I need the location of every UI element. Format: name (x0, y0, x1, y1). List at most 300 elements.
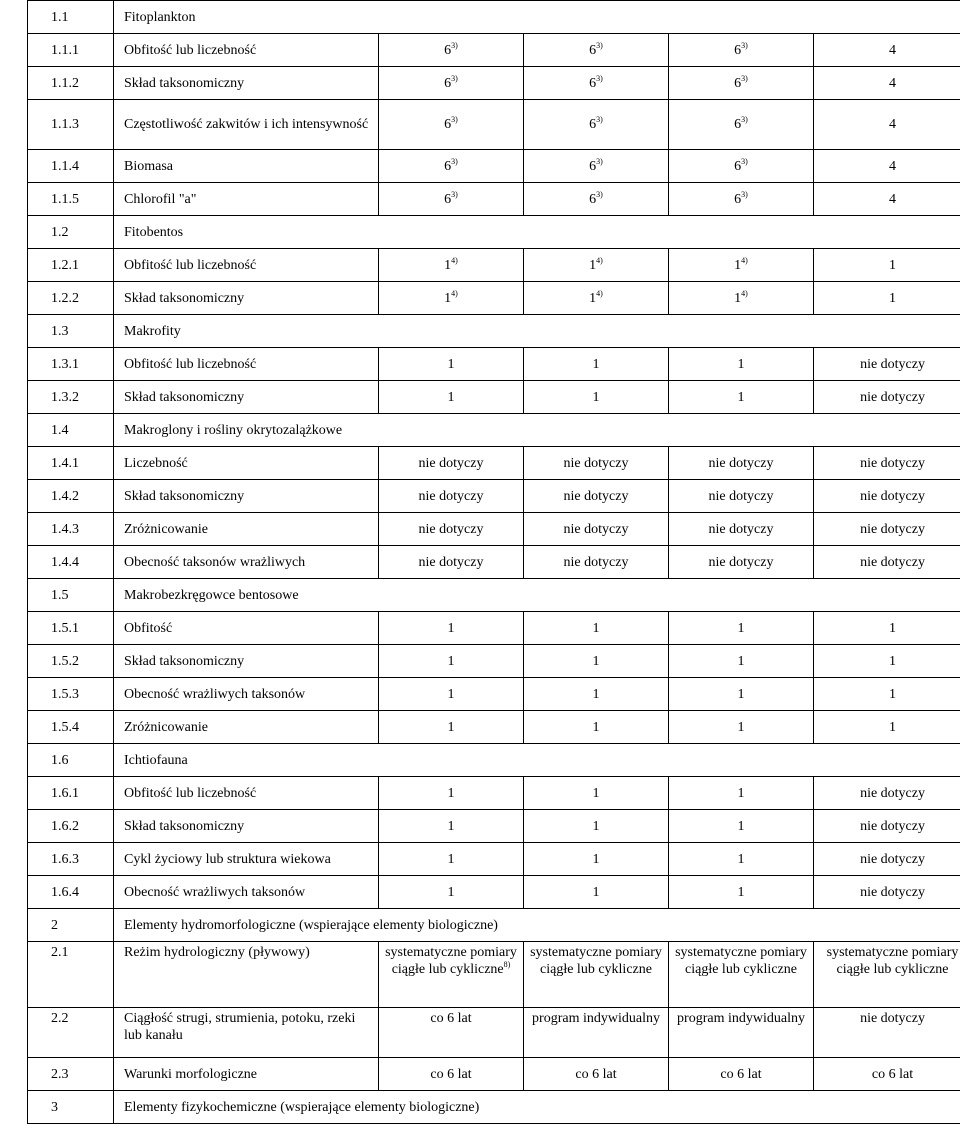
cell-value: 1 (592, 785, 600, 801)
value-cell (814, 447, 960, 480)
row-number: 1.1.3 (28, 100, 114, 150)
value-cell (524, 810, 669, 843)
cell-value: 4 (889, 191, 897, 207)
cell-value: systematyczne pomiary ciągłe lub cykliczne (530, 945, 662, 977)
row-number: 1.6 (28, 744, 114, 777)
footnote-marker: 4) (596, 255, 603, 265)
table-row (28, 1, 960, 34)
cell-value: 6 (589, 117, 597, 132)
row-label: Skład taksonomiczny (114, 480, 379, 513)
value-cell (379, 645, 524, 678)
cell-value: 1 (889, 686, 897, 702)
value-cell (379, 100, 524, 150)
value-cell (379, 711, 524, 744)
row-label: Elementy fizykochemiczne (wspierające elementy biologiczne) (114, 1091, 960, 1124)
cell-value: 1 (737, 818, 745, 834)
cell-value: 1 (589, 290, 597, 306)
cell-value: systematyczne pomiary ciągłe lub cykliczne (675, 945, 807, 977)
cell-value: 1 (889, 257, 897, 273)
value-cell (814, 480, 960, 513)
cell-value: nie dotyczy (418, 455, 484, 471)
cell-value: 1 (589, 257, 597, 273)
value-cell (669, 381, 814, 414)
table-row (28, 67, 960, 100)
cell-value: 1 (444, 257, 452, 273)
cell-value: co 6 lat (871, 1066, 914, 1082)
value-cell (524, 711, 669, 744)
table-row (28, 909, 960, 942)
value-cell (669, 282, 814, 315)
footnote-marker: 4) (451, 288, 458, 298)
cell-value: nie dotyczy (563, 554, 629, 570)
value-cell (524, 282, 669, 315)
cell-value: 1 (737, 620, 745, 636)
value-cell (669, 876, 814, 909)
cell-value: 1 (447, 653, 455, 669)
row-label: Skład taksonomiczny (114, 67, 379, 100)
row-number: 1.5.2 (28, 645, 114, 678)
cell-value: nie dotyczy (860, 356, 925, 372)
value-cell (814, 67, 960, 100)
row-label: Ciągłość strugi, strumienia, potoku, rzeki lub kanału (114, 1008, 379, 1058)
value-cell (524, 876, 669, 909)
table-row (28, 678, 960, 711)
cell-value: 6 (734, 75, 742, 91)
value-cell (814, 1058, 960, 1091)
row-label: Cykl życiowy lub struktura wiekowa (114, 843, 379, 876)
cell-value: nie dotyczy (860, 851, 925, 867)
cell-value: nie dotyczy (860, 818, 925, 834)
value-cell (814, 282, 960, 315)
footnote-marker: 3) (451, 73, 458, 83)
table-row (28, 579, 960, 612)
value-cell (669, 678, 814, 711)
value-cell (814, 1008, 960, 1058)
footnote-marker: 3) (741, 40, 748, 50)
value-cell (524, 100, 669, 150)
table-row (28, 1058, 960, 1091)
cell-value: nie dotyczy (860, 455, 925, 471)
value-cell (814, 678, 960, 711)
value-cell (379, 1008, 524, 1058)
footnote-marker: 3) (596, 73, 603, 83)
footnote-marker: 3) (596, 115, 603, 124)
footnote-marker: 3) (451, 156, 458, 166)
value-cell (814, 249, 960, 282)
row-label: Obecność taksonów wrażliwych (114, 546, 379, 579)
value-cell (669, 480, 814, 513)
cell-value: 6 (734, 158, 742, 174)
value-cell (814, 645, 960, 678)
cell-value: systematyczne pomiary ciągłe lub cykliczne (385, 945, 517, 977)
table-row (28, 183, 960, 216)
footnote-marker: 4) (741, 288, 748, 298)
row-label: Skład taksonomiczny (114, 381, 379, 414)
value-cell (379, 480, 524, 513)
row-label: Liczebność (114, 447, 379, 480)
value-cell (379, 150, 524, 183)
value-cell (669, 942, 814, 1008)
value-cell (524, 348, 669, 381)
row-number: 1.6.1 (28, 777, 114, 810)
row-number: 1.2.2 (28, 282, 114, 315)
row-label: Warunki morfologiczne (114, 1058, 379, 1091)
value-cell (524, 480, 669, 513)
value-cell (814, 183, 960, 216)
cell-value: 1 (447, 884, 455, 900)
row-label: Ichtiofauna (114, 744, 960, 777)
row-number: 1.2.1 (28, 249, 114, 282)
value-cell (814, 546, 960, 579)
cell-value: 4 (889, 117, 897, 132)
row-number: 2 (28, 909, 114, 942)
cell-value: 1 (737, 389, 745, 405)
row-number: 2.2 (28, 1008, 114, 1058)
cell-value: 1 (592, 620, 600, 636)
row-number: 3 (28, 1091, 114, 1124)
value-cell (814, 711, 960, 744)
value-cell (814, 843, 960, 876)
value-cell (669, 513, 814, 546)
cell-value: co 6 lat (430, 1011, 472, 1026)
cell-value: 1 (447, 851, 455, 867)
row-label: Częstotliwość zakwitów i ich intensywność (114, 100, 379, 150)
value-cell (669, 183, 814, 216)
cell-value: 1 (734, 257, 742, 273)
cell-value: 1 (447, 620, 455, 636)
cell-value: nie dotyczy (860, 389, 925, 405)
value-cell (814, 810, 960, 843)
value-cell (379, 67, 524, 100)
table-row (28, 480, 960, 513)
table-row (28, 777, 960, 810)
value-cell (379, 546, 524, 579)
table-row (28, 1091, 960, 1124)
table-row (28, 744, 960, 777)
cell-value: 1 (889, 719, 897, 735)
row-label: Skład taksonomiczny (114, 810, 379, 843)
value-cell (669, 1008, 814, 1058)
cell-value: nie dotyczy (418, 488, 484, 504)
value-cell (669, 546, 814, 579)
cell-value: nie dotyczy (708, 521, 774, 537)
row-label: Obfitość (114, 612, 379, 645)
cell-value: 6 (589, 191, 597, 207)
value-cell (379, 612, 524, 645)
value-cell (379, 249, 524, 282)
table-row (28, 711, 960, 744)
cell-value: nie dotyczy (708, 554, 774, 570)
cell-value: 4 (889, 42, 897, 58)
row-label: Fitoplankton (114, 1, 960, 34)
value-cell (379, 843, 524, 876)
value-cell (379, 381, 524, 414)
cell-value: nie dotyczy (563, 521, 629, 537)
value-cell (379, 183, 524, 216)
value-cell (379, 876, 524, 909)
cell-value: 6 (444, 191, 452, 207)
row-label: Skład taksonomiczny (114, 282, 379, 315)
row-number: 1.4.2 (28, 480, 114, 513)
row-label: Chlorofil "a" (114, 183, 379, 216)
cell-value: program indywidualny (532, 1011, 660, 1026)
cell-value: nie dotyczy (563, 488, 629, 504)
footnote-marker: 3) (451, 40, 458, 50)
value-cell (524, 678, 669, 711)
value-cell (814, 100, 960, 150)
value-cell (524, 1058, 669, 1091)
row-label: Obecność wrażliwych taksonów (114, 678, 379, 711)
value-cell (524, 150, 669, 183)
row-number: 2.1 (28, 942, 114, 1008)
value-cell (669, 34, 814, 67)
value-cell (814, 513, 960, 546)
cell-value: program indywidualny (677, 1011, 805, 1026)
cell-value: 1 (889, 653, 897, 669)
cell-value: nie dotyczy (708, 488, 774, 504)
value-cell (524, 612, 669, 645)
cell-value: 6 (734, 117, 742, 132)
row-number: 1.1.4 (28, 150, 114, 183)
cell-value: nie dotyczy (563, 455, 629, 471)
value-cell (379, 678, 524, 711)
cell-value: nie dotyczy (418, 521, 484, 537)
cell-value: nie dotyczy (860, 554, 925, 570)
cell-value: 4 (889, 75, 897, 91)
monitoring-table (27, 0, 960, 1124)
cell-value: systematyczne pomiary ciągłe lub cykliczne (826, 945, 959, 977)
value-cell (814, 612, 960, 645)
cell-value: 1 (592, 653, 600, 669)
value-cell (814, 348, 960, 381)
cell-value: 1 (737, 653, 745, 669)
value-cell (379, 777, 524, 810)
row-label: Skład taksonomiczny (114, 645, 379, 678)
table-row (28, 513, 960, 546)
cell-value: 6 (444, 158, 452, 174)
value-cell (379, 810, 524, 843)
value-cell (524, 381, 669, 414)
table-row (28, 843, 960, 876)
cell-value: 1 (737, 719, 745, 735)
row-label: Elementy hydromorfologiczne (wspierające elementy biologiczne) (114, 909, 960, 942)
table-row (28, 249, 960, 282)
value-cell (524, 513, 669, 546)
value-cell (814, 876, 960, 909)
cell-value: 1 (447, 356, 455, 372)
row-number: 1.6.3 (28, 843, 114, 876)
row-number: 1.3 (28, 315, 114, 348)
value-cell (524, 645, 669, 678)
row-label: Zróżnicowanie (114, 711, 379, 744)
cell-value: 6 (589, 158, 597, 174)
value-cell (524, 447, 669, 480)
row-number: 1.1.5 (28, 183, 114, 216)
footnote-marker: 3) (741, 189, 748, 199)
cell-value: nie dotyczy (860, 884, 925, 900)
table-row (28, 150, 960, 183)
cell-value: 1 (447, 818, 455, 834)
cell-value: 6 (589, 75, 597, 91)
cell-value: 6 (734, 42, 742, 58)
cell-value: nie dotyczy (860, 488, 925, 504)
row-label: Reżim hydrologiczny (pływowy) (114, 942, 379, 1008)
row-number: 1.4.3 (28, 513, 114, 546)
footnote-marker: 4) (596, 288, 603, 298)
table-row (28, 100, 960, 150)
cell-value: 1 (889, 620, 897, 636)
footnote-marker: 3) (741, 73, 748, 83)
value-cell (524, 942, 669, 1008)
table-row (28, 34, 960, 67)
row-label: Obfitość lub liczebność (114, 777, 379, 810)
cell-value: 1 (447, 389, 455, 405)
footnote-marker: 4) (741, 255, 748, 265)
value-cell (669, 1058, 814, 1091)
value-cell (524, 777, 669, 810)
row-label: Biomasa (114, 150, 379, 183)
value-cell (524, 1008, 669, 1058)
value-cell (669, 645, 814, 678)
value-cell (379, 942, 524, 1008)
row-number: 2.3 (28, 1058, 114, 1091)
row-number: 1.4.1 (28, 447, 114, 480)
table-row (28, 1008, 960, 1058)
value-cell (524, 546, 669, 579)
cell-value: co 6 lat (720, 1066, 762, 1082)
cell-value: 1 (447, 686, 455, 702)
table-row (28, 546, 960, 579)
footnote-marker: 3) (741, 156, 748, 166)
row-number: 1.4.4 (28, 546, 114, 579)
row-label: Obecność wrażliwych taksonów (114, 876, 379, 909)
cell-value: nie dotyczy (418, 554, 484, 570)
value-cell (814, 150, 960, 183)
cell-value: nie dotyczy (860, 785, 925, 801)
cell-value: 1 (737, 686, 745, 702)
cell-value: 6 (589, 42, 597, 58)
footnote-marker: 3) (596, 189, 603, 199)
cell-value: 1 (592, 818, 600, 834)
row-label: Makrobezkręgowce bentosowe (114, 579, 960, 612)
cell-value: 1 (592, 389, 600, 405)
value-cell (379, 447, 524, 480)
cell-value: 1 (447, 785, 455, 801)
table-row (28, 612, 960, 645)
row-number: 1.6.2 (28, 810, 114, 843)
cell-value: 6 (444, 117, 452, 132)
row-label: Makrofity (114, 315, 960, 348)
row-number: 1.5.4 (28, 711, 114, 744)
footnote-marker: 8) (503, 960, 511, 969)
row-number: 1.2 (28, 216, 114, 249)
table-row (28, 348, 960, 381)
value-cell (814, 942, 960, 1008)
row-number: 1.6.4 (28, 876, 114, 909)
row-number: 1.1 (28, 1, 114, 34)
row-label: Fitobentos (114, 216, 960, 249)
cell-value: 1 (592, 851, 600, 867)
value-cell (669, 612, 814, 645)
cell-value: 1 (889, 290, 897, 306)
footnote-marker: 3) (451, 115, 458, 124)
value-cell (814, 381, 960, 414)
value-cell (669, 810, 814, 843)
cell-value: 1 (592, 719, 600, 735)
cell-value: 1 (737, 851, 745, 867)
cell-value: co 6 lat (575, 1066, 617, 1082)
value-cell (669, 711, 814, 744)
footnote-marker: 3) (596, 40, 603, 50)
cell-value: 1 (737, 785, 745, 801)
cell-value: 1 (444, 290, 452, 306)
row-label: Obfitość lub liczebność (114, 348, 379, 381)
cell-value: 6 (444, 75, 452, 91)
value-cell (669, 249, 814, 282)
row-label: Obfitość lub liczebność (114, 34, 379, 67)
row-number: 1.3.1 (28, 348, 114, 381)
value-cell (814, 34, 960, 67)
cell-value: 1 (592, 686, 600, 702)
row-number: 1.1.1 (28, 34, 114, 67)
row-number: 1.4 (28, 414, 114, 447)
table-row (28, 381, 960, 414)
value-cell (669, 348, 814, 381)
value-cell (669, 67, 814, 100)
cell-value: 1 (592, 356, 600, 372)
cell-value: co 6 lat (430, 1066, 472, 1082)
value-cell (524, 34, 669, 67)
row-label: Zróżnicowanie (114, 513, 379, 546)
cell-value: 1 (737, 356, 745, 372)
value-cell (524, 183, 669, 216)
table-row (28, 810, 960, 843)
footnote-marker: 3) (451, 189, 458, 199)
value-cell (524, 67, 669, 100)
row-number: 1.5.3 (28, 678, 114, 711)
value-cell (379, 1058, 524, 1091)
footnote-marker: 3) (741, 115, 748, 124)
cell-value: 1 (592, 884, 600, 900)
cell-value: nie dotyczy (860, 521, 925, 537)
footnote-marker: 4) (451, 255, 458, 265)
row-number: 1.5 (28, 579, 114, 612)
cell-value: 6 (734, 191, 742, 207)
row-label: Makroglony i rośliny okrytozalążkowe (114, 414, 960, 447)
table-row (28, 876, 960, 909)
table-row (28, 315, 960, 348)
value-cell (669, 447, 814, 480)
row-number: 1.5.1 (28, 612, 114, 645)
cell-value: 1 (447, 719, 455, 735)
value-cell (669, 100, 814, 150)
value-cell (524, 249, 669, 282)
value-cell (814, 777, 960, 810)
footnote-marker: 3) (596, 156, 603, 166)
table-row (28, 282, 960, 315)
value-cell (669, 150, 814, 183)
table-row (28, 216, 960, 249)
table-row (28, 942, 960, 1008)
cell-value: 6 (444, 42, 452, 58)
row-number: 1.1.2 (28, 67, 114, 100)
row-label: Obfitość lub liczebność (114, 249, 379, 282)
value-cell (379, 513, 524, 546)
table-row (28, 414, 960, 447)
cell-value: 1 (734, 290, 742, 306)
value-cell (379, 282, 524, 315)
value-cell (379, 348, 524, 381)
